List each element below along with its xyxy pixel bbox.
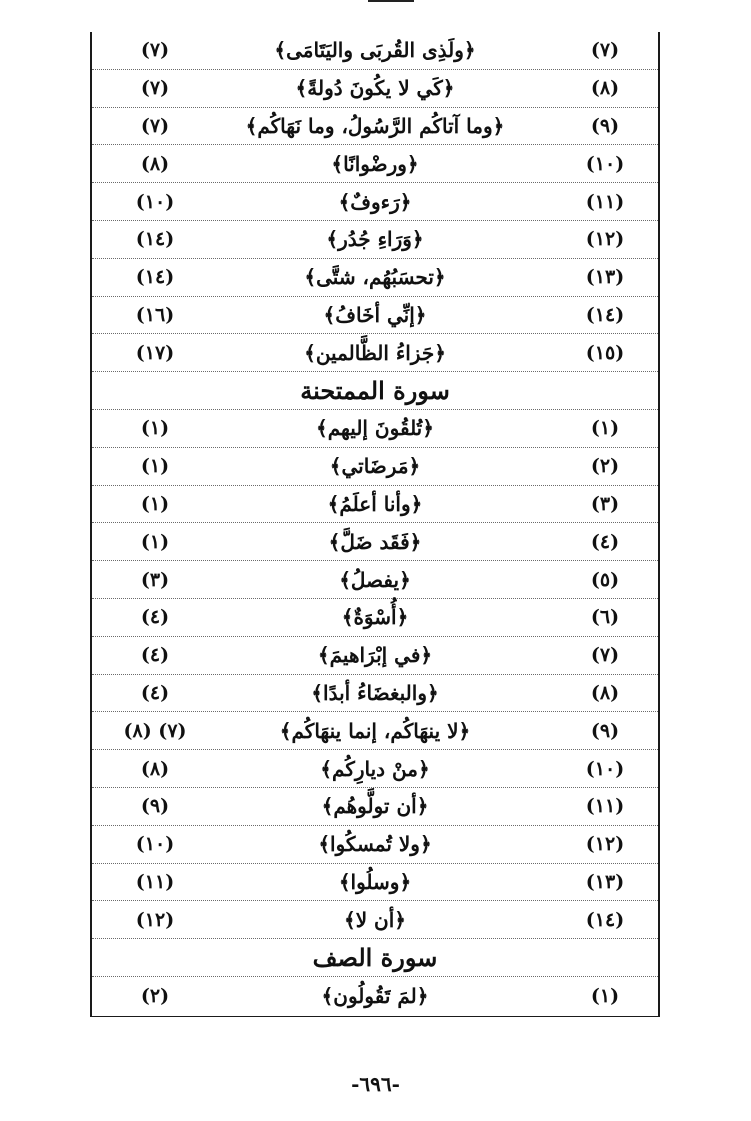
quran-phrase: ﴿يفصلُ﴾	[339, 567, 411, 592]
verse-reference: (٤)	[140, 681, 170, 704]
quran-phrase: ﴿أن لا﴾	[343, 907, 407, 932]
table-row	[92, 221, 658, 259]
verse-reference: (١٤)	[135, 228, 175, 251]
entry-number: (٦)	[590, 606, 620, 629]
table-row	[92, 561, 658, 599]
index-table	[90, 32, 660, 1017]
table-row	[92, 108, 658, 146]
table-row	[92, 826, 658, 864]
quran-phrase: ﴿كَي لا يكُونَ دُولةً﴾	[295, 76, 455, 101]
entry-number: (٤)	[590, 530, 620, 553]
quran-phrase: ﴿ولا تُمسكُوا﴾	[318, 832, 432, 857]
page-number: -٦٩٦-	[351, 1072, 400, 1096]
surah-heading: سورة الممتحنة	[92, 372, 658, 410]
table-row	[92, 334, 658, 372]
verse-reference: (٨)	[140, 757, 170, 780]
table-row	[92, 977, 658, 1015]
verse-reference: (٧)	[140, 114, 170, 137]
entry-number: (١٥)	[585, 341, 625, 364]
quran-phrase: ﴿ولَذِى القُربَى واليَتَامَى﴾	[274, 38, 476, 63]
entry-number: (٨)	[590, 681, 620, 704]
table-row	[92, 32, 658, 70]
quran-phrase: ﴿أن تولَّوهُم﴾	[321, 794, 429, 819]
table-row	[92, 750, 658, 788]
verse-reference: (١٦)	[135, 303, 175, 326]
entry-number: (٣)	[590, 492, 620, 515]
quran-phrase: ﴿إنِّي أخَافُ﴾	[323, 302, 427, 327]
entry-number: (٢)	[590, 455, 620, 478]
quran-phrase: ﴿وما آتاكُم الرَّسُولُ، وما نَهَاكُم﴾	[245, 113, 505, 138]
table-body	[92, 32, 658, 1015]
table-row	[92, 259, 658, 297]
quran-phrase: ﴿ورضْوانًا﴾	[331, 151, 419, 176]
quran-phrase: ﴿لا ينهَاكُم، إنما ينهَاكُم﴾	[279, 718, 471, 743]
entry-number: (١١)	[585, 190, 625, 213]
quran-phrase: ﴿جَزاءُ الظَّالمين﴾	[304, 340, 446, 365]
verse-reference: (١٤)	[135, 266, 175, 289]
quran-phrase: ﴿مَرضَاتي﴾	[329, 454, 421, 479]
verse-reference: (٨)	[140, 152, 170, 175]
table-row	[92, 486, 658, 524]
table-row	[92, 448, 658, 486]
entry-number: (٧)	[590, 644, 620, 667]
quran-phrase: ﴿وسلُوا﴾	[338, 869, 412, 894]
entry-number: (١٢)	[585, 228, 625, 251]
verse-reference: (٤)	[140, 644, 170, 667]
table-row	[92, 901, 658, 939]
verse-reference: (٢)	[140, 984, 170, 1007]
verse-reference: (٩)	[140, 795, 170, 818]
entry-number: (١٣)	[585, 870, 625, 893]
verse-reference: (٧)	[140, 77, 170, 100]
table-row	[92, 145, 658, 183]
quran-phrase: ﴿في إبْرَاهيمَ﴾	[317, 643, 433, 668]
quran-phrase: ﴿لمَ تَقُولُون﴾	[321, 983, 429, 1008]
verse-reference: (٧) (٨)	[123, 719, 187, 742]
entry-number: (١٠)	[585, 757, 625, 780]
table-row	[92, 183, 658, 221]
entry-number: (١٣)	[585, 266, 625, 289]
table-row	[92, 523, 658, 561]
quran-phrase: ﴿أُسْوَةٌ﴾	[341, 605, 409, 630]
table-row	[92, 599, 658, 637]
verse-reference: (١)	[140, 530, 170, 553]
quran-phrase: ﴿منْ ديارِكُم﴾	[320, 756, 430, 781]
verse-reference: (١٠)	[135, 190, 175, 213]
entry-number: (١)	[590, 984, 620, 1007]
verse-reference: (٤)	[140, 606, 170, 629]
quran-phrase: ﴿وأنا أعلَمُ﴾	[327, 491, 423, 516]
top-rule	[368, 0, 414, 2]
entry-number: (١٢)	[585, 833, 625, 856]
quran-phrase: ﴿تحسَبُهُم، شتَّى﴾	[304, 265, 446, 290]
table-row	[92, 864, 658, 902]
quran-phrase: ﴿رَءوفٌ﴾	[338, 189, 412, 214]
entry-number: (٩)	[590, 719, 620, 742]
verse-reference: (١)	[140, 455, 170, 478]
table-row	[92, 297, 658, 335]
entry-number: (١٤)	[585, 908, 625, 931]
quran-phrase: ﴿تُلقُونَ إليهم﴾	[316, 416, 434, 441]
table-row	[92, 712, 658, 750]
verse-reference: (١١)	[135, 870, 175, 893]
table-row	[92, 70, 658, 108]
verse-reference: (٣)	[140, 568, 170, 591]
verse-reference: (٧)	[140, 39, 170, 62]
entry-number: (٩)	[590, 114, 620, 137]
verse-reference: (١٧)	[135, 341, 175, 364]
surah-heading: سورة الصف	[92, 939, 658, 977]
verse-reference: (١)	[140, 417, 170, 440]
verse-reference: (١٠)	[135, 833, 175, 856]
entry-number: (١٤)	[585, 303, 625, 326]
entry-number: (١٠)	[585, 152, 625, 175]
verse-reference: (١)	[140, 492, 170, 515]
table-row	[92, 637, 658, 675]
entry-number: (١١)	[585, 795, 625, 818]
quran-phrase: ﴿فَقَد ضَلَّ﴾	[328, 529, 422, 554]
entry-number: (٧)	[590, 39, 620, 62]
table-row	[92, 788, 658, 826]
entry-number: (١)	[590, 417, 620, 440]
quran-phrase: ﴿والبغضَاءُ أبدًا﴾	[311, 680, 439, 705]
verse-reference: (١٢)	[135, 908, 175, 931]
entry-number: (٥)	[590, 568, 620, 591]
entry-number: (٨)	[590, 77, 620, 100]
table-row	[92, 410, 658, 448]
quran-phrase: ﴿وَرَاءِ جُدُر﴾	[326, 227, 424, 252]
table-row	[92, 675, 658, 713]
